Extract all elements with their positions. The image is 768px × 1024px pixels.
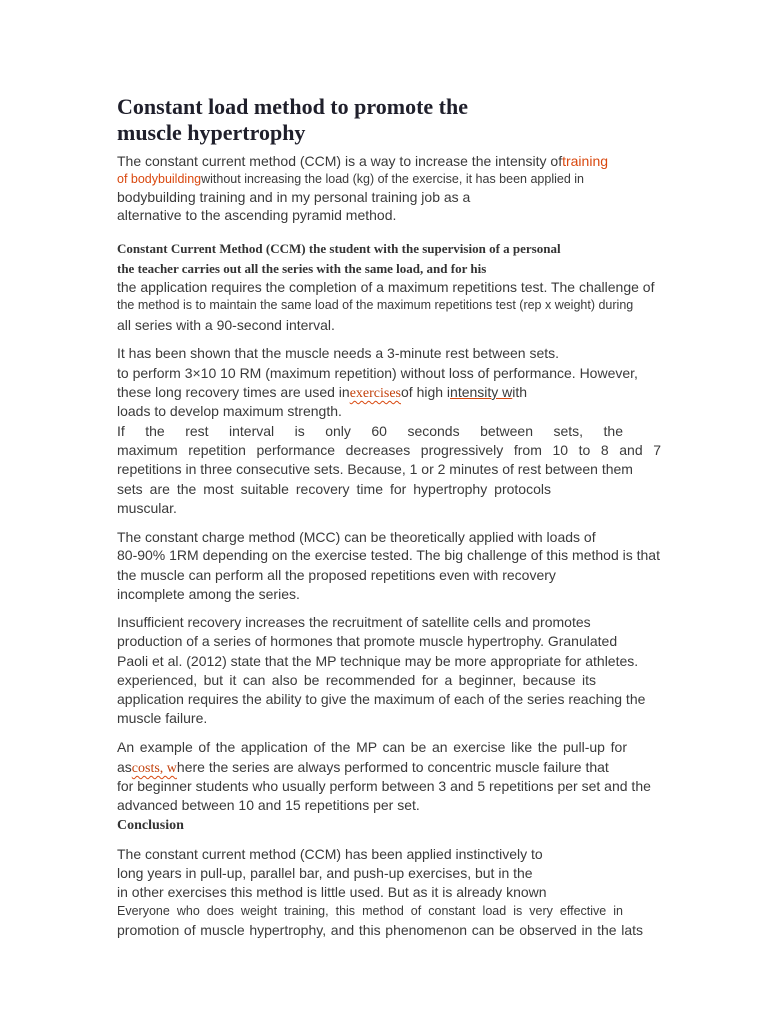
mcc-line-4: incomplete among the series. xyxy=(117,586,300,602)
ccm-bold-line-1: Constant Current Method (CCM) the student with the supervision of a personal xyxy=(117,241,561,256)
page-title-line-2: muscle hypertrophy xyxy=(117,120,306,145)
example-line-3: for beginner students who usually perform between 3 and 5 repetitions per set and the xyxy=(117,778,651,794)
conclusion-line-3: in other exercises this method is little used. But as it is already known xyxy=(117,884,547,900)
training-link[interactable]: training xyxy=(562,153,609,169)
rest-text: these long recovery times are used in xyxy=(117,384,350,400)
costs-link[interactable]: costs, w xyxy=(131,761,177,776)
insufficient-line-3: Paoli et al. (2012) state that the MP technique may be more appropriate for athletes. xyxy=(117,653,639,669)
rest-text: ith xyxy=(512,384,528,400)
exercises-link[interactable]: exercises xyxy=(349,386,401,401)
insufficient-line-2: production of a series of hormones that promote muscle hypertrophy. Granulated xyxy=(117,633,618,649)
ccm-line-5: all series with a 90-second interval. xyxy=(117,317,335,333)
conclusion-heading: Conclusion xyxy=(117,818,184,833)
example-text: here the series are always performed to concentric muscle failure that xyxy=(176,759,609,775)
insufficient-line-1: Insufficient recovery increases the recruitment of satellite cells and promotes xyxy=(117,614,591,630)
example-line-4: advanced between 10 and 15 repetitions per set. xyxy=(117,797,420,813)
ccm-bold-line-2: the teacher carries out all the series with the same load, and for his xyxy=(117,261,487,276)
rest-line-7: repetitions in three consecutive sets. Because, 1 or 2 minutes of rest between them xyxy=(117,461,633,477)
example-text: as xyxy=(117,759,132,775)
conclusion-line-1: The constant current method (CCM) has been applied instinctively to xyxy=(117,846,543,862)
intro-text: The constant current method (CCM) is a way to increase the intensity of xyxy=(117,153,563,169)
insufficient-line-4: experienced, but it can also be recommended for a beginner, because its xyxy=(117,672,596,688)
insufficient-line-5: application requires the ability to give the maximum of each of the series reaching the xyxy=(117,691,646,707)
ccm-line-3: the application requires the completion of a maximum repetitions test. The challenge of xyxy=(117,279,655,295)
rest-line-9: muscular. xyxy=(117,500,177,516)
intro-line-2 xyxy=(117,170,584,189)
rest-line-4: loads to develop maximum strength. xyxy=(117,403,342,419)
intro-line-4: alternative to the ascending pyramid method. xyxy=(117,207,397,223)
ccm-line-4: the method is to maintain the same load of the maximum repetitions test (rep x weight) during xyxy=(117,298,634,312)
page-title-line-1: Constant load method to promote the xyxy=(117,94,468,119)
rest-line-5: If the rest interval is only 60 seconds between sets, the xyxy=(117,423,623,439)
mcc-line-1: The constant charge method (MCC) can be theoretically applied with loads of xyxy=(117,529,596,545)
intro-text: without increasing the load (kg) of the exercise, it has been applied in xyxy=(201,172,584,186)
conclusion-line-4: Everyone who does weight training, this method of constant load is very effective in xyxy=(117,904,623,918)
intensity-underline: ntensity w xyxy=(450,384,513,400)
insufficient-line-6: muscle failure. xyxy=(117,710,208,726)
mcc-line-3: the muscle can perform all the proposed repetitions even with recovery xyxy=(117,567,556,583)
rest-line-1: It has been shown that the muscle needs a 3-minute rest between sets. xyxy=(117,345,560,361)
example-line-1: An example of the application of the MP can be an exercise like the pull-up for xyxy=(117,739,627,755)
rest-line-6: maximum repetition performance decreases progressively from 10 to 8 and 7 xyxy=(117,442,661,458)
example-line-2 xyxy=(117,758,609,778)
rest-line-2: to perform 3×10 10 RM (maximum repetition) without loss of performance. However, xyxy=(117,365,638,381)
rest-text: of high i xyxy=(401,384,451,400)
mcc-line-2: 80-90% 1RM depending on the exercise tested. The big challenge of this method is that xyxy=(117,547,660,563)
bodybuilding-link[interactable]: of bodybuilding xyxy=(117,172,202,186)
intro-line-1 xyxy=(117,152,608,171)
rest-line-8: sets are the most suitable recovery time for hypertrophy protocols xyxy=(117,481,551,497)
intro-line-3: bodybuilding training and in my personal training job as a xyxy=(117,189,471,205)
rest-line-3 xyxy=(117,383,527,403)
conclusion-line-2: long years in pull-up, parallel bar, and push-up exercises, but in the xyxy=(117,865,533,881)
conclusion-line-5: promotion of muscle hypertrophy, and this phenomenon can be observed in the lats xyxy=(117,922,643,938)
